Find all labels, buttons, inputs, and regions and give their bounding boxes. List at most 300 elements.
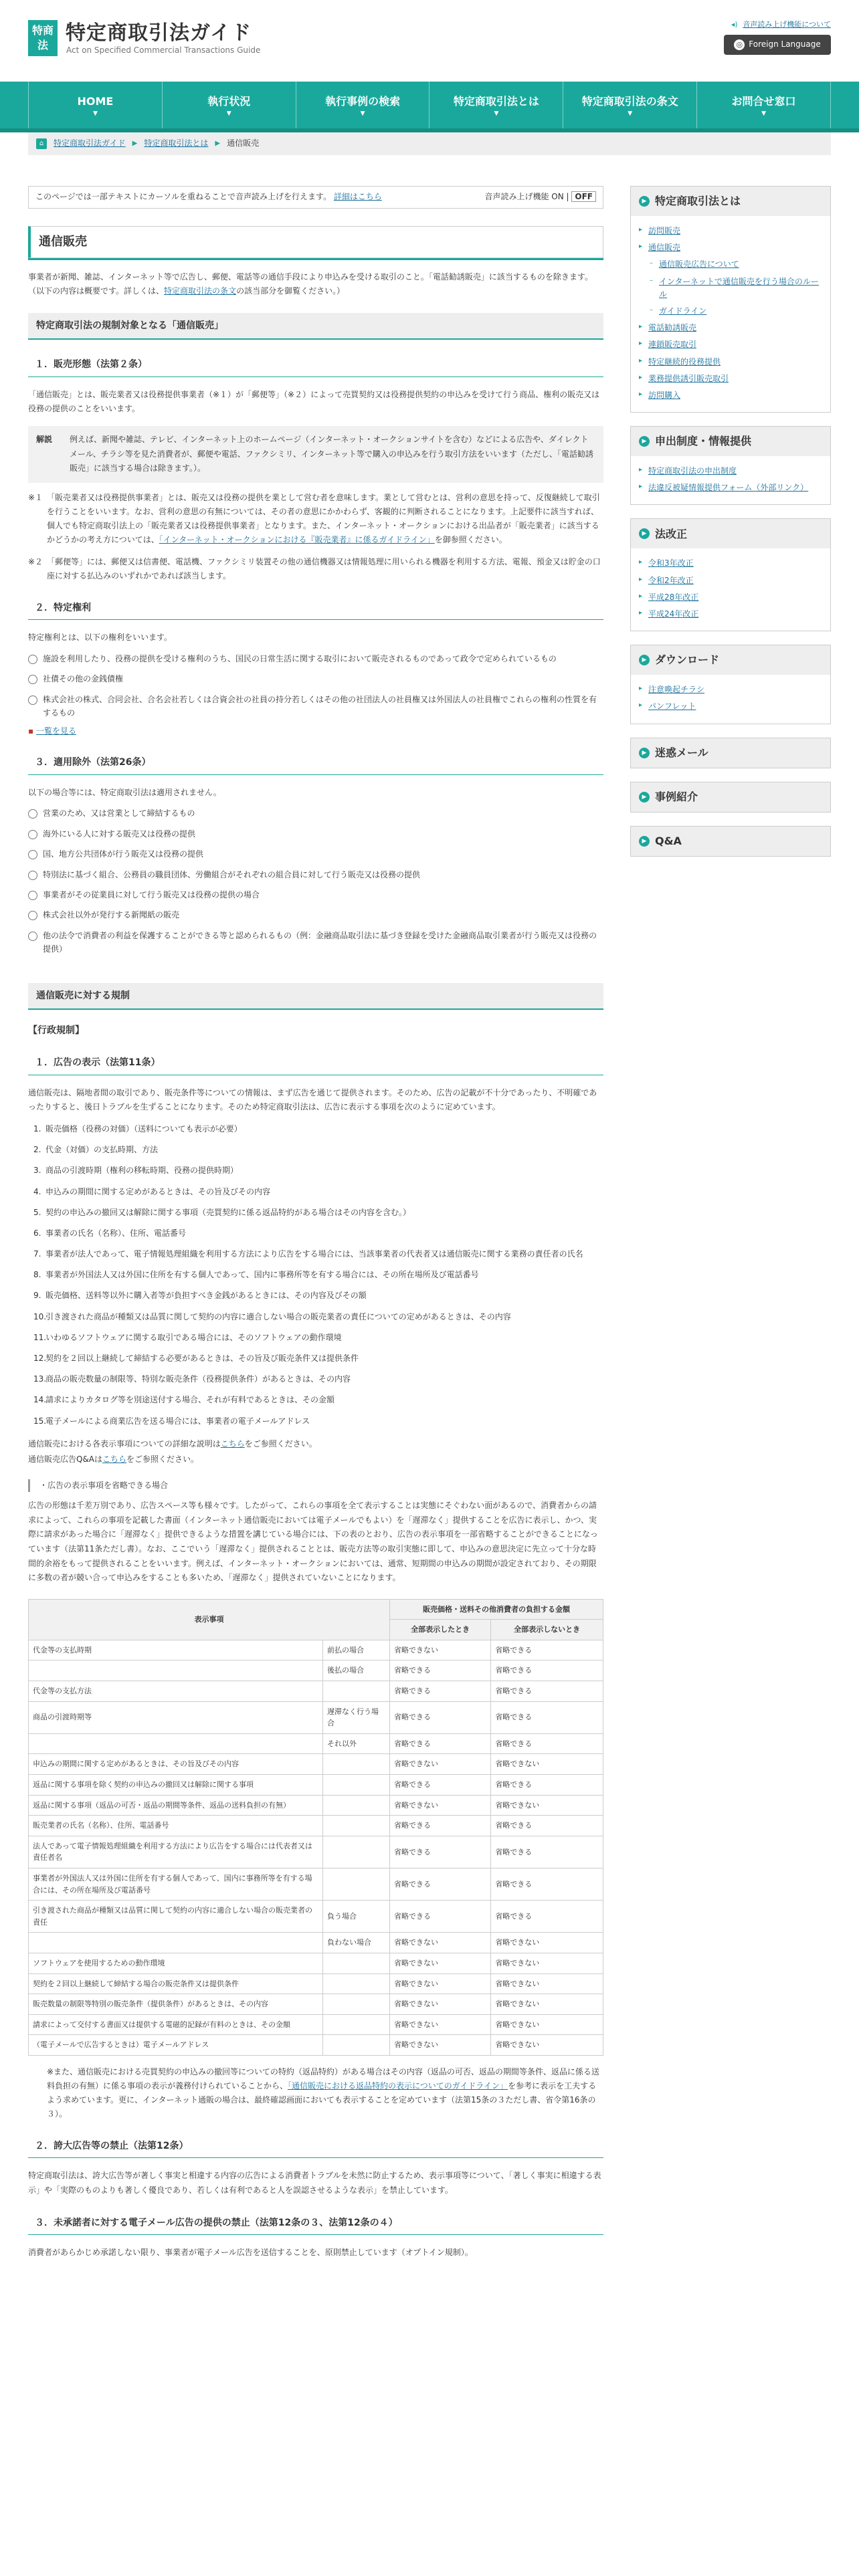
- sidebar-item: [639, 370, 822, 387]
- paragraph: 特定権利とは、以下の権利をいいます。: [28, 633, 173, 643]
- table-row: [29, 1701, 603, 1733]
- tts-off-button[interactable]: OFF: [571, 191, 596, 202]
- text: 通信販売における各表示事項についての詳細な説明は: [28, 1438, 221, 1448]
- list-number: 14.: [33, 1395, 47, 1405]
- list-text: 商品の引渡時期（権利の移転時期、役務の提供時期）: [45, 1166, 239, 1176]
- table-row: [29, 1795, 603, 1816]
- sidebar-item: [639, 479, 822, 496]
- table-cell: [323, 1836, 390, 1868]
- sidebar-item: [639, 606, 822, 623]
- table-cell: 販売業者の氏名（名称）、住所、電話番号: [29, 1816, 323, 1836]
- list-number: 11.: [33, 1332, 47, 1342]
- table-cell: （電子メールで広告するときは）電子メールアドレス: [29, 2035, 323, 2056]
- sidebar-box-title: [631, 782, 830, 812]
- sidebar-link[interactable]: 電話勧誘販売: [648, 323, 697, 333]
- chevron-down-icon: ▼: [628, 110, 633, 118]
- list-item: [28, 1307, 603, 1327]
- site-subtitle: Act on Specified Commercial Transactions Guide: [66, 45, 261, 55]
- table-cell: 請求によって交付する書面又は提供する電磁的記録が有料のときは、その金額: [29, 2014, 323, 2035]
- nav-item-articles[interactable]: [563, 82, 697, 128]
- list-number: 10.: [33, 1311, 47, 1321]
- return-guideline-link[interactable]: 「通信販売における返品特約の表示についてのガイドライン」: [288, 2080, 508, 2090]
- list-number: 5.: [33, 1207, 41, 1217]
- explanation-text: 例えば、新聞や雑誌、テレビ、インターネット上のホームページ（インターネット・オークションサイトを含む）などによる広告や、ダイレクトメール、チラシ等を見た消費者が、郵便や電話、ファクシミリ、インターネット等で購入の申込みを行う取引方法をいいます（ただし、「電話勧誘販売」に該当する場合は除きます。）。: [70, 434, 593, 473]
- list-item: 海外にいる人に対する販売又は役務の提供: [28, 827, 603, 841]
- sidebar-box-download: [630, 645, 831, 724]
- table-cell: 引き渡された商品が種類又は品質に関して契約の内容に適合しない場合の販売業者の責任: [29, 1901, 323, 1933]
- list-text: 事業者の氏名（名称）、住所、電話番号: [45, 1228, 187, 1238]
- sidebar-link[interactable]: 訪問購入: [648, 390, 681, 400]
- nav-item-enforcement[interactable]: [163, 82, 296, 128]
- table-cell: 省略できない: [390, 2035, 491, 2056]
- sidebar-link[interactable]: 平成24年改正: [648, 609, 699, 619]
- table-cell: 省略できない: [390, 1795, 491, 1816]
- chevron-down-icon: ▼: [360, 110, 365, 118]
- read-aloud-link[interactable]: [731, 19, 831, 31]
- table-cell: 代金等の支払時期: [29, 1640, 323, 1660]
- sidebar-link[interactable]: 注意喚起チラシ: [648, 685, 705, 695]
- nav-label: 特定商取引法とは: [453, 94, 539, 108]
- chevron-right-icon: ▶: [639, 436, 650, 447]
- sidebar-item: [639, 463, 822, 479]
- table-cell: 省略できる: [491, 1836, 603, 1868]
- tts-detail-link[interactable]: 詳細はこちら: [333, 192, 382, 202]
- sidebar-box-amendment: [630, 518, 831, 631]
- list-text: 代金（対価）の支払時期、方法: [45, 1145, 159, 1155]
- table-cell: 省略できない: [390, 1994, 491, 2015]
- table-cell: 省略できない: [491, 1994, 603, 2015]
- table-row: [29, 1660, 603, 1681]
- site-logo[interactable]: [28, 20, 58, 56]
- nav-item-about-law[interactable]: [430, 82, 563, 128]
- nav-label: 特定商取引法の条文: [581, 94, 678, 108]
- sidebar-link[interactable]: 特定商取引法の申出制度: [648, 466, 737, 476]
- chevron-right-icon: ▶: [132, 140, 138, 147]
- list-item: [28, 1160, 603, 1181]
- list-item: [28, 1119, 603, 1140]
- section-heading: 特定商取引法の規制対象となる「通信販売」: [28, 313, 603, 340]
- ad-items-list: [28, 1119, 603, 1432]
- omission-table: [28, 1599, 603, 2056]
- sidebar-link[interactable]: 通信販売: [648, 243, 681, 253]
- table-cell: 省略できない: [491, 2035, 603, 2056]
- list-item: 他の法令で消費者の利益を保護することができる等と認められるもの（例：金融商品取引法に基づき登録を受けた金融商品取引業者が行う販売又は役務の提供）: [28, 929, 603, 956]
- list-item: [28, 1369, 603, 1390]
- table-cell: 省略できる: [491, 1681, 603, 1702]
- list-item: 株式会社以外が発行する新聞紙の販売: [28, 908, 603, 922]
- table-cell: 省略できない: [390, 1933, 491, 1953]
- table-cell: 法人であって電子情報処理組織を利用する方法により広告をする場合には代表者又は責任者名: [29, 1836, 323, 1868]
- chevron-right-icon: ▶: [639, 196, 650, 207]
- table-cell: 省略できる: [491, 1868, 603, 1901]
- sidebar-item: [639, 354, 822, 370]
- table-cell: 代金等の支払方法: [29, 1681, 323, 1702]
- list-item: 施設を利用したり、役務の提供を受ける権利のうち、国民の日常生活に関する取引において販売されるものであって政令で定められているもの: [28, 652, 603, 665]
- sidebar-item: [639, 555, 822, 572]
- list-item: 特別法に基づく組合、公務員の職員団体、労働組合がそれぞれの組合員に対して行う販売又は役務の提供: [28, 868, 603, 881]
- intro: [28, 270, 603, 298]
- table-cell: 省略できる: [491, 1733, 603, 1754]
- global-nav: [0, 82, 859, 128]
- table-cell: 省略できない: [390, 2014, 491, 2035]
- table-cell: それ以外: [323, 1733, 390, 1754]
- sidebar-link[interactable]: ガイドライン: [659, 306, 707, 316]
- table-header: 表示事項: [29, 1599, 390, 1640]
- sidebar-link[interactable]: 特定継続的役務提供: [648, 356, 721, 366]
- sidebar-box-cases[interactable]: [630, 782, 831, 813]
- table-cell: 省略できない: [390, 1953, 491, 1973]
- table-cell: [323, 2014, 390, 2035]
- table-cell: 前払の場合: [323, 1640, 390, 1660]
- table-cell: 負う場合: [323, 1901, 390, 1933]
- list-number: 12.: [33, 1354, 47, 1364]
- breadcrumb: [28, 132, 831, 155]
- title: 法改正: [655, 527, 688, 540]
- title: Q&A: [655, 834, 682, 847]
- table-cell: [29, 1660, 323, 1681]
- sidebar-box-title: [631, 519, 830, 548]
- list-number: 15.: [33, 1416, 47, 1426]
- table-row: [29, 1973, 603, 1994]
- sidebar-item: [639, 681, 822, 698]
- list-item: 事業者がその従業員に対して行う販売又は役務の提供の場合: [28, 888, 603, 901]
- chevron-down-icon: ▼: [92, 110, 98, 118]
- chevron-down-icon: ▼: [226, 110, 231, 118]
- list-item: 営業のため、又は営業として締結するもの: [28, 807, 603, 820]
- nav-item-case-search[interactable]: [296, 82, 430, 128]
- list-item: [28, 1327, 603, 1348]
- subsection-heading: ２．誇大広告等の禁止（法第12条）: [28, 2136, 603, 2158]
- table-header: 全部表示しないとき: [491, 1620, 603, 1640]
- list-number: 13.: [33, 1374, 47, 1384]
- explanation-label: 解説: [36, 434, 53, 444]
- sidebar-link[interactable]: パンフレット: [648, 702, 696, 712]
- table-cell: [323, 1681, 390, 1702]
- site-title[interactable]: 特定商取引法ガイド: [66, 21, 252, 45]
- table-cell: 省略できる: [390, 1733, 491, 1754]
- doc-icon: ▪: [28, 726, 34, 736]
- subsection-heading: １．販売形態（法第２条）: [28, 354, 603, 377]
- table-row: [29, 1816, 603, 1836]
- text: をご参照ください。: [244, 1438, 317, 1448]
- table-cell: 省略できる: [390, 1816, 491, 1836]
- table-row: [29, 1953, 603, 1973]
- sidebar-item: [639, 239, 822, 256]
- chevron-right-icon: ▶: [639, 528, 650, 539]
- footnote-text-b: を御参照ください。: [434, 534, 507, 544]
- list-text: いわゆるソフトウェアに関する取引である場合には、そのソフトウェアの動作環境: [45, 1332, 342, 1342]
- title: 事例紹介: [655, 790, 698, 803]
- table-cell: 商品の引渡時期等: [29, 1701, 323, 1733]
- table-cell: 省略できない: [390, 1640, 491, 1660]
- section-heading: 通信販売に対する規制: [28, 983, 603, 1010]
- list-item: [28, 1285, 603, 1306]
- list-number: 2.: [33, 1145, 41, 1155]
- sidebar-link[interactable]: 連鎖販売取引: [648, 340, 697, 350]
- nav-item-home[interactable]: [28, 82, 163, 128]
- foreign-language-label: Foreign Language: [749, 39, 821, 49]
- breadcrumb-home[interactable]: 特定商取引法ガイド: [54, 138, 126, 148]
- table-row: [29, 2035, 603, 2056]
- list-item: 社債その他の金銭債権: [28, 672, 603, 685]
- explanation-box: [28, 426, 603, 483]
- logo-text-1: 特商: [31, 24, 54, 37]
- table-cell: [323, 2035, 390, 2056]
- subsection-heading: １．広告の表示（法第11条）: [28, 1053, 603, 1075]
- sidebar-item: [639, 320, 822, 336]
- table-cell: 省略できる: [491, 1640, 603, 1660]
- tts-bar: [28, 186, 603, 209]
- sidebar-link[interactable]: インターネットで通信販売を行う場合のルール: [659, 276, 819, 299]
- table-cell: 省略できない: [491, 1953, 603, 1973]
- tts-text: [35, 191, 382, 203]
- subsection-heading: ３．未承諾者に対する電子メール広告の提供の禁止（法第12条の３、法第12条の４）: [28, 2213, 603, 2235]
- sidebar-item: [639, 589, 822, 606]
- footnote-key: ※２: [28, 556, 43, 566]
- table-row: [29, 1994, 603, 2015]
- list-link-row: [28, 725, 603, 738]
- list-item: [28, 1202, 603, 1223]
- chevron-right-icon: ▶: [639, 655, 650, 665]
- qa-link[interactable]: こちら: [102, 1455, 127, 1465]
- table-cell: 省略できない: [491, 1795, 603, 1816]
- table-cell: ソフトウェアを使用するための動作環境: [29, 1953, 323, 1973]
- table-cell: 後払の場合: [323, 1660, 390, 1681]
- table-cell: 販売数量の制限等特別の販売条件（提供条件）があるときは、その内容: [29, 1994, 323, 2015]
- sidebar-box-title: [631, 427, 830, 456]
- list-text: 販売価格（役務の対価）（送料についても表示が必要）: [45, 1123, 242, 1134]
- table-cell: [323, 1973, 390, 1994]
- sidebar-box-title: [631, 645, 830, 675]
- sidebar-link[interactable]: 通信販売広告について: [659, 259, 739, 270]
- sidebar-box-about: [630, 186, 831, 413]
- table-row: [29, 1775, 603, 1796]
- table-row: [29, 1901, 603, 1933]
- table-cell: 省略できない: [390, 1973, 491, 1994]
- breadcrumb-about-law[interactable]: 特定商取引法とは: [144, 138, 209, 148]
- list-item: [28, 1182, 603, 1202]
- table-cell: 省略できない: [491, 1933, 603, 1953]
- sidebar-link[interactable]: 平成28年改正: [648, 592, 699, 602]
- sidebar-item: [639, 572, 822, 589]
- sidebar: [630, 186, 831, 870]
- paragraph: [28, 1437, 603, 1452]
- list-item: [28, 1411, 603, 1432]
- tts-state: 音声読み上げ機能 ON: [484, 192, 564, 202]
- details-link[interactable]: こちら: [220, 1438, 245, 1448]
- chevron-right-icon: ▶: [639, 792, 650, 802]
- title: ダウンロード: [655, 653, 720, 667]
- auction-guideline-link[interactable]: 「インターネット・オークションにおける『販売業者』に係るガイドライン」: [159, 534, 435, 544]
- text: ※また、通信販売における売買契約の申込みの撤回等についての特約（返品特約）がある場合はその内容（返品の可否、返品の期間等条件、返品に係る送料負担の有無）に係る事項の表示が義務付けられていることから、: [47, 2066, 599, 2090]
- nav-label: 執行事例の検索: [325, 94, 401, 108]
- tts-toggle[interactable]: 音声読み上げ機能 ON | OFF: [484, 191, 596, 203]
- chevron-right-icon: ▶: [639, 836, 650, 847]
- subsection-heading: ２．特定権利: [28, 598, 603, 620]
- list-text: 引き渡された商品が種類又は品質に関して契約の内容に適合しない場合の販売業者の責任についての定めがあるときは、その内容: [45, 1311, 511, 1321]
- paragraph: 広告の形態は千差万別であり、広告スペース等も様々です。したがって、これらの事項を全て表示することは実態にそぐわない面があるので、消費者からの請求によって、これらの事項を記載した書面（インターネット通信販売においては電子メールでもよい）を「遅滞なく」提供することを広告に表示し、かつ、実際に請求があった場合に「遅滞なく」提供できるような措置を講じている場合には、下の表のとおり、広告の表示事項を一部省略することができることになっています（法第11条ただし書）。なお、ここでいう「遅滞なく」提供されることとは、販売方法等の取引実態に即して、申込みの意思決定に先立って十分な時間的余裕をもって提供されることをいいます。例えば、インターネット・オークションにおいては、通常、短期間の申込みの期間が設定されており、その期限に多数の者が競い合って申込みをすることも多いため、「遅滞なく」提供されていないことになります。: [28, 1501, 598, 1583]
- tts-desc: このページでは一部テキストにカーソルを重ねることで音声読み上げを行えます。: [35, 192, 332, 202]
- table-cell: 省略できる: [390, 1681, 491, 1702]
- list-text: 契約を２回以上継続して締結する必要があるときは、その旨及び販売条件又は提供条件: [45, 1354, 359, 1364]
- list-link[interactable]: 一覧を見る: [35, 726, 76, 736]
- sidebar-box-title: [631, 187, 830, 216]
- admin-label: 【行政規制】: [28, 1025, 84, 1036]
- nav-label: 執行状況: [207, 94, 251, 108]
- sidebar-subitem: [639, 274, 822, 303]
- nav-label: お問合せ窓口: [731, 94, 796, 108]
- table-cell: 省略できない: [491, 2014, 603, 2035]
- home-icon: ⌂: [36, 138, 47, 149]
- sidebar-box-title: [631, 827, 830, 856]
- footnote-key: ※１: [28, 492, 43, 502]
- list-number: 6.: [33, 1228, 41, 1238]
- foreign-language-button[interactable]: [724, 35, 831, 55]
- paragraph: 通信販売は、隔地者間の取引であり、販売条件等についての情報は、まず広告を通じて提供されます。そのため、広告の記載が不十分であったり、不明確であったりすると、後日トラブルを生ずることになります。そのため特定商取引法は、広告に表示する事項を次のように定めています。: [28, 1087, 597, 1112]
- table-cell: 省略できる: [390, 1901, 491, 1933]
- sidebar-link[interactable]: 業務提供誘引販売取引: [648, 373, 729, 383]
- table-row: [29, 2014, 603, 2035]
- main-content: [28, 186, 603, 2260]
- paragraph: [28, 1453, 603, 1467]
- table-cell: 返品に関する事項（返品の可否・返品の期間等条件、返品の送料負担の有無）: [29, 1795, 323, 1816]
- table-header: 全部表示したとき: [390, 1620, 491, 1640]
- list-item: 株式会社の株式、合同会社、合名会社若しくは合資会社の社員の持分若しくはその他の社団法人の社員権又は外国法人の社員権でこれらの権利の性質を有するもの: [28, 693, 603, 720]
- table-cell: [29, 1733, 323, 1754]
- chevron-right-icon: ▶: [639, 748, 650, 758]
- list-number: 9.: [33, 1291, 41, 1301]
- list-item: [28, 1140, 603, 1160]
- table-cell: 申込みの期間に関する定めがあるときは、その旨及びその内容: [29, 1754, 323, 1775]
- list-number: 1.: [33, 1123, 41, 1134]
- table-cell: 遅滞なく行う場合: [323, 1701, 390, 1733]
- sidebar-item: [639, 223, 822, 239]
- table-cell: 省略できる: [390, 1868, 491, 1901]
- list-item: [28, 1265, 603, 1285]
- table-cell: 省略できる: [390, 1836, 491, 1868]
- globe-icon: ◎: [734, 39, 745, 50]
- list-number: 8.: [33, 1270, 41, 1280]
- list-text: 商品の販売数量の制限等、特別な販売条件（役務提供条件）があるときは、その内容: [45, 1374, 351, 1384]
- text: 通信販売広告Q&Aは: [28, 1455, 103, 1465]
- sidebar-item: [639, 698, 822, 715]
- sidebar-box-title: [631, 738, 830, 768]
- table-row: [29, 1681, 603, 1702]
- footnote-1: [28, 491, 603, 547]
- list-text: 申込みの期間に関する定めがあるときは、その旨及びその内容: [45, 1186, 271, 1196]
- articles-link[interactable]: 特定商取引法の条文: [164, 286, 237, 296]
- list-text: 電子メールによる商業広告を送る場合には、事業者の電子メールアドレス: [45, 1416, 310, 1426]
- read-aloud-link-text[interactable]: 音声読み上げ機能について: [743, 20, 831, 29]
- chevron-down-icon: ▼: [761, 110, 767, 118]
- table-cell: 省略できる: [390, 1660, 491, 1681]
- paragraph: 特定商取引法は、誇大広告等が著しく事実と相違する内容の広告による消費者トラブルを未然に防止するため、表示事項等について、「著しく事実に相違する表示」や「実際のものよりも著しく優良であり、若しくは有利であると人を誤認させるような表示」を禁止しています。: [28, 2171, 601, 2195]
- intro-p2b: の該当部分を御覧ください。）: [236, 286, 345, 296]
- paragraph: 以下の場合等には、特定商取引法は適用されません。: [28, 787, 221, 797]
- subsection-heading: ３．適用除外（法第26条）: [28, 752, 603, 774]
- sidebar-link[interactable]: 訪問販売: [648, 226, 681, 235]
- paragraph: 消費者があらかじめ承諾しない限り、事業者が電子メール広告を送信することを、原則禁止しています（オプトイン規制）。: [28, 2247, 473, 2257]
- table-cell: [323, 1775, 390, 1796]
- nav-label: HOME: [77, 94, 114, 108]
- sidebar-box-spam[interactable]: [630, 738, 831, 768]
- table-row: [29, 1754, 603, 1775]
- list-number: 3.: [33, 1166, 41, 1176]
- logo-text-2: 法: [37, 39, 48, 51]
- table-row: [29, 1836, 603, 1868]
- table-cell: 省略できる: [491, 1660, 603, 1681]
- footnote-2: [28, 555, 603, 583]
- list-number: 4.: [33, 1186, 41, 1196]
- intro-p2a: （以下の内容は概要です。詳しくは、: [28, 286, 165, 296]
- speaker-icon: ◂): [731, 20, 738, 29]
- list-text: 契約の申込みの撤回又は解除に関する事項（売買契約に係る返品特約がある場合はその内容を含む。）: [45, 1207, 411, 1217]
- intro-p2: [28, 284, 603, 298]
- sidebar-link[interactable]: 令和2年改正: [648, 575, 694, 585]
- table-cell: 負わない場合: [323, 1933, 390, 1953]
- list-item: [28, 1390, 603, 1410]
- table-cell: [323, 1754, 390, 1775]
- sidebar-item: [639, 387, 822, 404]
- table-cell: 返品に関する事項を除く契約の申込みの撤回又は解除に関する事項: [29, 1775, 323, 1796]
- list-text: 事業者が外国法人又は外国に住所を有する個人であって、国内に事務所等を有する場合には、その所在場所及び電話番号: [45, 1270, 479, 1280]
- list-item: 国、地方公共団体が行う販売又は役務の提供: [28, 847, 603, 861]
- table-cell: [323, 1816, 390, 1836]
- intro-p1: 事業者が新聞、雑誌、インターネット等で広告し、郵便、電話等の通信手段により申込みを受ける取引のこと。「電話勧誘販売」に該当するものを除きます。: [28, 272, 593, 282]
- table-cell: 省略できない: [390, 1754, 491, 1775]
- chevron-right-icon: ▶: [215, 140, 221, 147]
- table-cell: 契約を２回以上継続して締結する場合の販売条件又は提供条件: [29, 1973, 323, 1994]
- table-cell: [323, 1795, 390, 1816]
- sidebar-box-qa[interactable]: [630, 826, 831, 857]
- list-item: [28, 1223, 603, 1244]
- table-cell: 事業者が外国法人又は外国に住所を有する個人であって、国内に事務所等を有する場合には、その所在場所及び電話番号: [29, 1868, 323, 1901]
- nav-item-contact[interactable]: [697, 82, 831, 128]
- sidebar-subitem: [639, 256, 822, 273]
- table-cell: 省略できる: [491, 1775, 603, 1796]
- table-header: 販売価格・送料その他消費者の負担する金額: [390, 1599, 603, 1620]
- table-row: [29, 1733, 603, 1754]
- list-text: 事業者が法人であって、電子情報処理組織を利用する方法により広告をする場合には、当該事業者の代表者又は通信販売に関する業務の責任者の氏名: [45, 1249, 583, 1259]
- title: 迷惑メール: [655, 746, 708, 759]
- table-row: [29, 1868, 603, 1901]
- table-cell: 省略できる: [491, 1901, 603, 1933]
- footnote-text: 「郵便等」には、郵便又は信書便、電話機、ファクシミリ装置その他の通信機器又は情報処理に用いられる機器を利用する方法、電報、預金又は貯金の口座に対する払込みのいずれかであれば該当します。: [47, 556, 601, 580]
- after-table-note: [28, 2065, 603, 2121]
- text: を参考に表示を工夫するよう求めています。更に、インターネット通販の場合は、最終確認画面においても表示することを定めています（法第15条の３ただし書、省令第16条の３）。: [47, 2080, 597, 2119]
- table-cell: 省略できない: [491, 1754, 603, 1775]
- table-cell: 省略できる: [491, 1701, 603, 1733]
- sidebar-link[interactable]: 令和3年改正: [648, 558, 694, 568]
- text: をご参照ください。: [126, 1455, 199, 1465]
- title: 申出制度・情報提供: [655, 435, 752, 448]
- table-cell: [323, 1953, 390, 1973]
- sidebar-link[interactable]: 法違反被疑情報提供フォーム（外部リンク）: [648, 483, 809, 493]
- table-cell: 省略できる: [390, 1775, 491, 1796]
- sidebar-box-report: [630, 426, 831, 505]
- table-row: [29, 1933, 603, 1953]
- page-title: 通信販売: [28, 226, 603, 258]
- table-cell: [29, 1933, 323, 1953]
- list-number: 7.: [33, 1249, 41, 1259]
- table-row: [29, 1640, 603, 1660]
- table-cell: [323, 1994, 390, 2015]
- site-header: [0, 0, 859, 82]
- breadcrumb-current: 通信販売: [227, 138, 260, 148]
- omit-heading: ・広告の表示事項を省略できる場合: [28, 1479, 603, 1492]
- sidebar-item: [639, 336, 822, 353]
- list-text: 販売価格、送料等以外に購入者等が負担すべき金銭があるときには、その内容及びその額: [45, 1291, 367, 1301]
